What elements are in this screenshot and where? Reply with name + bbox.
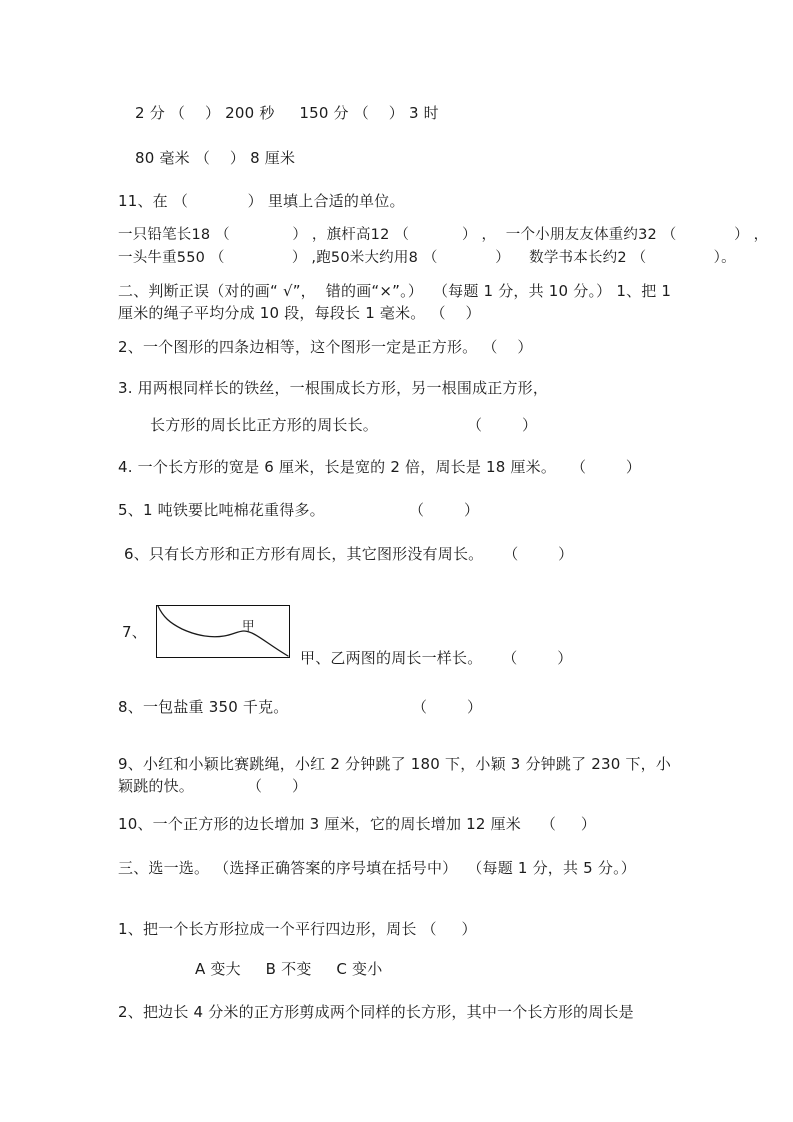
fill-blank-line-1: 2 分 （ ） 200 秒 150 分 （ ） 3 时	[135, 104, 439, 122]
section-2-question-7-text: 甲、乙两图的周长一样长。 （ ）	[300, 649, 573, 667]
section-3-question-1-options[interactable]: A 变大 B 不变 C 变小	[195, 960, 383, 978]
section-2-question-9-answer-bracket[interactable]: （ ）	[247, 777, 308, 795]
section-2-question-8-answer-bracket[interactable]: （ ）	[412, 698, 483, 716]
question-11-body-line-1: 一只铅笔长18 （ ） ，旗杆高12 （ ） ， 一个小朋友友体重约32 （ ） ，	[118, 227, 769, 243]
section-2-question-6: 6、只有长方形和正方形有周长，其它图形没有周长。 （ ）	[124, 545, 574, 563]
figure-region-label-jia: 甲	[242, 618, 255, 633]
section-2-question-3-line-2: 长方形的周长比正方形的周长长。	[150, 416, 379, 434]
section-3-question-1: 1、把一个长方形拉成一个平行四边形，周长 （ ）	[118, 920, 477, 938]
section-2-question-9-line-2: 颖跳的快。	[118, 777, 195, 795]
figure-curve	[156, 605, 290, 658]
section-2-question-5-answer-bracket[interactable]: （ ）	[409, 501, 480, 519]
section-2-question-9-line-1: 9、小红和小颖比赛跳绳，小红 2 分钟跳了 180 下，小颖 3 分钟跳了 230 下，小	[118, 755, 672, 773]
section-2-question-4: 4. 一个长方形的宽是 6 厘米，长是宽的 2 倍，周长是 18 厘米。 （ ）	[118, 458, 642, 476]
section-2-question-3-answer-bracket[interactable]: （ ）	[467, 416, 538, 434]
section-2-question-5: 5、1 吨铁要比吨棉花重得多。	[118, 501, 325, 519]
question-7-figure	[156, 605, 290, 658]
section-2-question-3-line-1: 3. 用两根同样长的铁丝，一根围成长方形，另一根围成正方形，	[118, 379, 549, 397]
section-2-question-10: 10、一个正方形的边长增加 3 厘米，它的周长增加 12 厘米 （ ）	[118, 815, 597, 833]
fill-blank-line-2: 80 毫米 （ ） 8 厘米	[135, 149, 296, 167]
section-3-question-2: 2、把边长 4 分米的正方形剪成两个同样的长方形，其中一个长方形的周长是	[118, 1003, 634, 1021]
question-11-body-line-2: 一头牛重550 （ ） ,跑50米大约用8 （ ） 数学书本长约2 （ ）。	[118, 250, 736, 266]
section-2-question-2: 2、一个图形的四条边相等，这个图形一定是正方形。 （ ）	[118, 338, 533, 356]
section-2-heading-line-1: 二、判断正误（对的画“ √”， 错的画“×”。） （每题 1 分，共 10 分。） 1、把 1	[118, 282, 672, 300]
section-3-heading: 三、选一选。 （选择正确答案的序号填在括号中） （每题 1 分，共 5 分。）	[118, 859, 636, 877]
section-2-heading-line-2: 厘米的绳子平均分成 10 段，每段长 1 毫米。 （ ）	[118, 304, 481, 322]
question-11-prompt: 11、在 （ ） 里填上合适的单位。	[118, 192, 405, 210]
section-2-question-8: 8、一包盐重 350 千克。	[118, 698, 289, 716]
section-2-question-7-number: 7、	[122, 623, 147, 641]
